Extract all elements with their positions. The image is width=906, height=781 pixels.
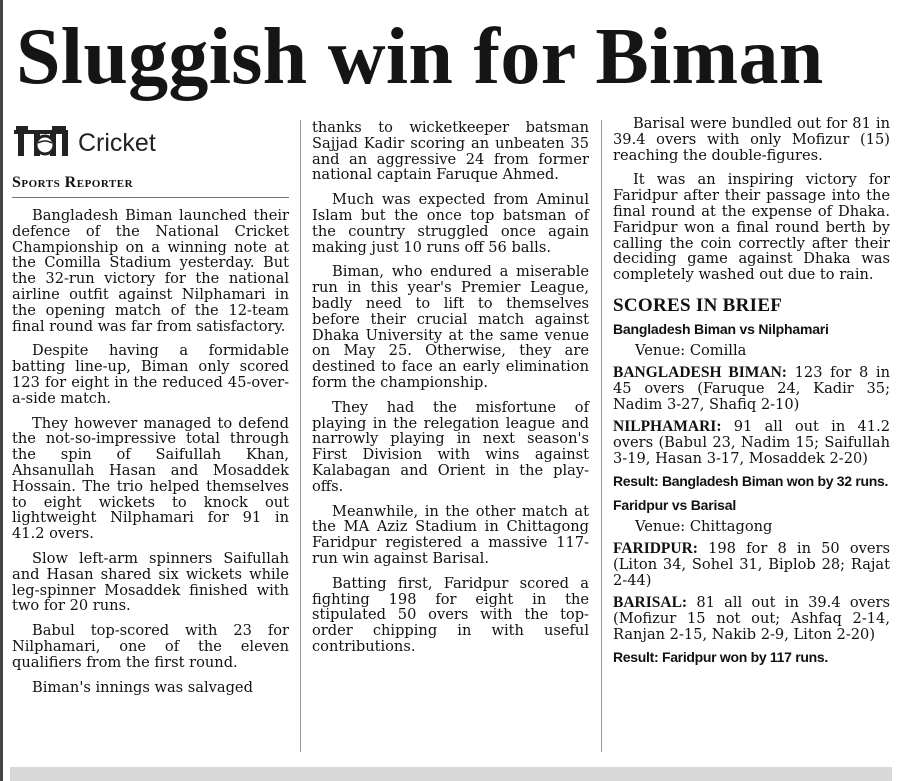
body-paragraph: thanks to wicketkeeper batsman Sajjad Kadir scoring an unbeaten 35 and an aggressive 24 from former national captain Faruque Ahmed.: [312, 119, 589, 184]
team-score: 91 all out in 41.2 overs (Babul 23, Nadim 15; Saifullah 3-19, Hasan 3-17, Mosaddek 2-20): [613, 417, 890, 467]
team-scorecard: [613, 595, 890, 643]
body-paragraph: They however managed to defend the not-so-impressive total through the spin of Saifullah Khan, Ahsanullah Hasan and Mosaddek Hossain. The trio helped themselves to eight wickets to knock out lightweight Nilphamari for 91 in 41.2 overs.: [12, 414, 289, 543]
section-label: Cricket: [78, 129, 156, 157]
body-paragraph: Meanwhile, in the other match at the MA Aziz Stadium in Chittagong Faridpur registered a massive 117-run win against Barisal.: [312, 502, 589, 567]
team-score: 123 for 8 in 45 overs (Faruque 24, Kadir 35; Nadim 3-27, Shafiq 2-10): [613, 363, 890, 413]
section-kicker: [12, 120, 289, 156]
team-name: BANGLADESH BIMAN:: [613, 363, 787, 381]
headline: Sluggish win for Biman: [16, 13, 824, 101]
team-name: NILPHAMARI:: [613, 417, 722, 435]
match-title: Faridpur vs Barisal: [613, 496, 737, 513]
body-paragraph: Much was expected from Aminul Islam but the once top batsman of the country struggled once again making just 10 runs off 56 balls.: [312, 191, 589, 256]
team-name: FARIDPUR:: [613, 539, 698, 557]
match-venue: Venue: Chittagong: [635, 517, 773, 535]
body-paragraph: Biman, who endured a miserable run in this year's Premier League, badly need to lift to themselves before their crucial match against Dhaka University at the same venue on May 25. Otherwise, they are destined to face an early elimination form the championship.: [312, 263, 589, 391]
byline: Sports Reporter: [12, 174, 289, 198]
column-divider: [601, 120, 602, 752]
column-divider: [300, 120, 301, 752]
body-paragraph: It was an inspiring victory for Faridpur after their passage into the final round at the expense of Dhaka. Faridpur won a final round berth by calling the coin correctly after their deciding game against Dhaka was completely washed out due to rain.: [613, 171, 890, 284]
team-score: 81 all out in 39.4 overs (Mofizur 15 not out; Ashfaq 2-14, Ranjan 2-15, Nakib 2-9, Liton 2-20): [613, 593, 890, 643]
body-paragraph: Batting first, Faridpur scored a fighting 198 for eight in the stipulated 50 overs with the top-order chipping in with useful contributions.: [312, 574, 589, 655]
team-scorecard: [613, 541, 890, 589]
article-column-2: [312, 120, 589, 664]
body-paragraph: Biman's innings was salvaged: [32, 678, 253, 696]
article-column-1: [12, 120, 289, 704]
bottom-shade-bar: [10, 767, 892, 781]
team-name: BARISAL:: [613, 593, 688, 611]
team-score: 198 for 8 in 50 overs (Liton 34, Sohel 31, Biplob 28; Rajat 2-44): [613, 539, 890, 589]
team-scorecard: [613, 365, 890, 413]
body-paragraph: Slow left-arm spinners Saifullah and Hasan shared six wickets while leg-spinner Mosaddek finished with two for 20 runs.: [12, 549, 289, 615]
cricket-wickets-icon: [12, 122, 74, 156]
match-title: Bangladesh Biman vs Nilphamari: [613, 320, 829, 337]
scores-heading: SCORES IN BRIEF: [613, 294, 783, 316]
body-paragraph: Babul top-scored with 23 for Nilphamari, one of the eleven qualifiers from the first round.: [12, 622, 289, 671]
body-paragraph: Bangladesh Biman launched their defence of the National Cricket Championship on a winning note at the Comilla Stadium yesterday. But the 32-run victory for the national airline outfit against Nilphamari in the opening match of the 12-team final round was far from satisfactory.: [12, 207, 289, 335]
team-scorecard: [613, 419, 890, 467]
match-result: Result: Faridpur won by 117 runs.: [613, 648, 828, 665]
left-border-rule: [0, 0, 3, 781]
match-result: Result: Bangladesh Biman won by 32 runs.: [613, 472, 889, 489]
article-column-3: [613, 116, 890, 673]
match-venue: Venue: Comilla: [635, 341, 747, 359]
body-paragraph: They had the misfortune of playing in the relegation league and narrowly playing in next season's First Division with wins against Kalabagan and Orient in the play-offs.: [312, 398, 589, 495]
body-paragraph: Barisal were bundled out for 81 in 39.4 overs with only Mofizur (15) reaching the double-figures.: [613, 115, 890, 164]
body-paragraph: Despite having a formidable batting line-up, Biman only scored 123 for eight in the reduced 45-over-a-side match.: [12, 342, 289, 407]
